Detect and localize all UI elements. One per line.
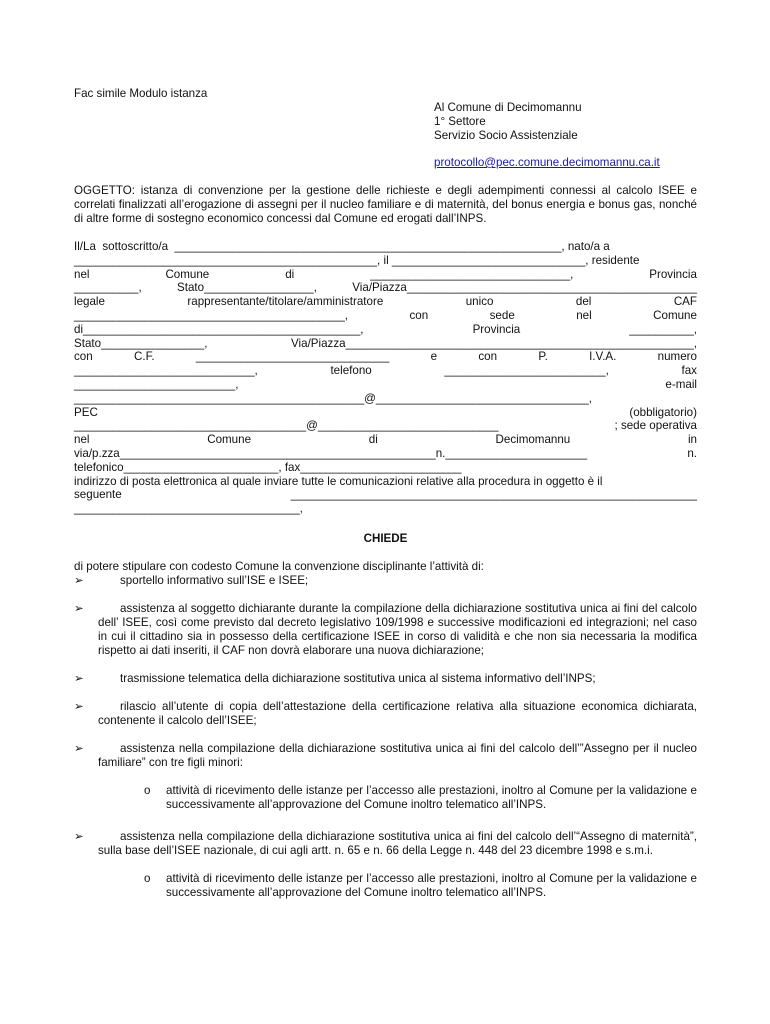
- form-line: [74, 268, 697, 282]
- form-line-segment: Comune: [165, 267, 210, 281]
- form-line: [74, 281, 697, 295]
- form-line-segment: n.: [687, 446, 697, 460]
- form-line-segment: con: [74, 350, 93, 364]
- form-line-segment: via/p.zza_________________________________________________n.______________________: [74, 446, 588, 460]
- intro-text: di potere stipulare con codesto Comune la convenzione disciplinante l’attività di:: [74, 559, 484, 573]
- form-line-segment: indirizzo di posta elettronica al quale inviare tutte le comunicazioni relative alla procedura in oggetto è il: [74, 474, 603, 488]
- form-line-segment: _________________________,: [444, 364, 609, 378]
- recipient-address: [434, 101, 697, 143]
- applicant-form: [74, 240, 697, 516]
- form-line-segment: di___________________________________________,: [74, 322, 364, 336]
- form-line-segment: C.F.: [133, 350, 155, 364]
- circle-bullet-icon: o: [144, 871, 151, 885]
- list-item: [74, 700, 697, 728]
- form-line-segment: nel: [74, 433, 90, 447]
- form-line-segment: con: [478, 350, 498, 364]
- form-line-segment: _________________________,: [74, 377, 239, 391]
- form-line: [74, 419, 697, 433]
- form-line-segment: di: [285, 267, 295, 281]
- form-line: [74, 461, 697, 475]
- form-line-segment: sede: [489, 308, 515, 322]
- form-line: [74, 488, 697, 502]
- activity-list: [74, 574, 697, 770]
- form-line-segment: ____________________________,: [74, 364, 258, 378]
- form-line-segment: Comune: [653, 308, 697, 322]
- form-line-segment: e: [430, 350, 438, 364]
- form-line-segment: in: [687, 433, 697, 447]
- form-line: [74, 337, 697, 351]
- form-line-segment: rappresentante/titolare/amministratore: [187, 295, 384, 309]
- list-item-text: assistenza al soggetto dichiarante durante la compilazione della dichiarazione sostitutiva unica ai fini del calcolo dell’ ISEE, così come previsto dal decreto legislativo 109/1998 e successive modificazioni ed integrazioni; nel caso in cui il cittadino sia in possesso della certificazione ISEE in corso di validità e che non sia necessaria la modifica rispetto ai dati inseriti, il CAF non dovrà elaborare una nuova dichiarazione;: [98, 601, 697, 657]
- form-line-segment: Il/La sottoscritto/a ____________________________________________________________, nato/a a: [74, 240, 610, 253]
- form-line-segment: e-mail: [665, 377, 697, 391]
- document-title: Fac simile Modulo istanza: [74, 87, 208, 100]
- form-line-segment: di: [368, 433, 378, 447]
- form-line-segment: __________,: [74, 281, 142, 295]
- circle-bullet-icon: o: [144, 783, 151, 797]
- form-line-segment: _______________________________________________________________: [290, 488, 697, 502]
- list-item-text: assistenza nella compilazione della dichiarazione sostitutiva unica ai fini del calcolo dell’“Assegno di maternità”, sulla base dell’ISEE nazionale, di cui agli artt. n. 65 e n. 66 della Legge n. 448 del 23 dicembre 1998 e s.m.i.: [98, 829, 697, 857]
- form-line: [74, 378, 697, 392]
- pec-email-link[interactable]: protocollo@pec.comune.decimomannu.ca.it: [434, 156, 660, 169]
- form-line-segment: ______________________________: [195, 350, 390, 364]
- list-item: [74, 672, 697, 686]
- form-line: [74, 350, 697, 364]
- form-line-segment: __________,: [629, 322, 697, 336]
- form-line-segment: unico: [465, 295, 494, 309]
- sub-list-item-text: attività di ricevimento delle istanze per l’accesso alle prestazioni, inoltro al Comune per la validazione e successivamente all’approvazione del Comune inoltro telematico all’INPS.: [166, 783, 697, 811]
- sub-list-item-text: attività di ricevimento delle istanze per l’accesso alle prestazioni, inoltro al Comune per la validazione e successivamente all’approvazione del Comune inoltro telematico all’INPS.: [166, 871, 697, 899]
- form-line-segment: ___________________________________,: [74, 502, 303, 516]
- document-page: [74, 86, 697, 900]
- form-line-segment: Comune: [207, 433, 252, 447]
- address-line: 1° Settore: [434, 115, 486, 128]
- form-line: [74, 323, 697, 337]
- arrow-bullet-icon: ➢: [74, 671, 84, 685]
- form-line: [74, 240, 697, 254]
- form-line-segment: numero: [657, 350, 697, 364]
- form-line-segment: ; sede operativa: [614, 419, 697, 433]
- form-line-segment: Via/Piazza______________________________________________________,: [291, 336, 697, 350]
- list-item-text: rilascio all’utente di copia dell’attestazione della certificazione relativa alla situazione economica dichiarata, contenente il calcolo dell’ISEE;: [98, 699, 697, 727]
- chiede-heading: CHIEDE: [363, 531, 408, 545]
- arrow-bullet-icon: ➢: [74, 741, 84, 755]
- arrow-bullet-icon: ➢: [74, 601, 84, 615]
- form-line-segment: P.: [538, 350, 548, 364]
- arrow-bullet-icon: ➢: [74, 829, 84, 843]
- arrow-bullet-icon: ➢: [74, 699, 84, 713]
- form-line: [74, 254, 697, 268]
- list-item-text: trasmissione telematica della dichiarazione sostitutiva unica al sistema informativo dell’INPS;: [120, 671, 596, 685]
- form-line-segment: telefono: [330, 364, 372, 378]
- arrow-bullet-icon: ➢: [74, 573, 84, 587]
- form-line-segment: nel: [74, 267, 90, 281]
- form-line: [74, 475, 697, 489]
- list-item: [74, 574, 697, 588]
- form-line-segment: __________________________________________,: [74, 308, 349, 322]
- activity-list-continued: [74, 830, 697, 858]
- form-line-segment: CAF: [673, 295, 697, 309]
- form-line-segment: legale: [74, 295, 105, 309]
- form-line-segment: Via/Piazza_____________________________________________: [352, 281, 697, 295]
- form-line-segment: telefonico________________________, fax_________________________: [74, 460, 462, 474]
- form-line-segment: Provincia: [649, 267, 697, 281]
- form-line: [74, 295, 697, 309]
- form-line-segment: Provincia: [472, 322, 521, 336]
- sub-list-item: [74, 784, 697, 812]
- form-line-segment: del: [575, 295, 592, 309]
- form-line-segment: Stato________________,: [74, 336, 208, 350]
- form-line-segment: ____________________________________@____________________________: [74, 419, 499, 433]
- form-line-segment: (obbligatorio): [629, 405, 697, 419]
- form-line: [74, 502, 697, 516]
- form-line-segment: PEC: [74, 405, 98, 419]
- list-item: [74, 602, 697, 658]
- form-line-segment: Decimomannu: [495, 433, 571, 447]
- form-line-segment: I.V.A.: [589, 350, 617, 364]
- form-line: [74, 392, 697, 406]
- form-line: [74, 447, 697, 461]
- form-line-segment: con: [409, 308, 429, 322]
- sub-list-item: [74, 872, 697, 900]
- oggetto-paragraph: OGGETTO: istanza di convenzione per la gestione delle richieste e degli adempimenti connessi al calcolo ISEE e correlati finalizzati all’erogazione di assegni per il nucleo familiare e di maternità, del bonus energia e bonus gas, nonché di altre forme di sostegno economico concessi dal Comune ed erogati dall’INPS.: [74, 184, 697, 225]
- list-item: [74, 742, 697, 770]
- form-line: [74, 364, 697, 378]
- form-line-segment: _____________________________________________@_________________________________,: [74, 391, 592, 405]
- form-line-segment: Stato_________________,: [177, 281, 317, 295]
- form-line: [74, 309, 697, 323]
- form-line-segment: _______________________________________________, il ______________________________, residente: [74, 253, 640, 267]
- form-line-segment: fax: [681, 364, 697, 378]
- form-line-segment: nel: [576, 308, 592, 322]
- list-item-text: assistenza nella compilazione della dichiarazione sostitutiva unica ai fini del calcolo dell’”Assegno per il nucleo familiare” con tre figli minori:: [98, 741, 697, 769]
- address-line: Al Comune di Decimomannu: [434, 101, 582, 114]
- form-line-segment: seguente: [74, 488, 122, 502]
- form-line: [74, 433, 697, 447]
- form-line-segment: _______________________________,: [370, 267, 574, 281]
- address-line: Servizio Socio Assistenziale: [434, 129, 578, 142]
- list-item-text: sportello informativo sull’ISE e ISEE;: [120, 573, 309, 587]
- form-line: [74, 406, 697, 420]
- list-item: [74, 830, 697, 858]
